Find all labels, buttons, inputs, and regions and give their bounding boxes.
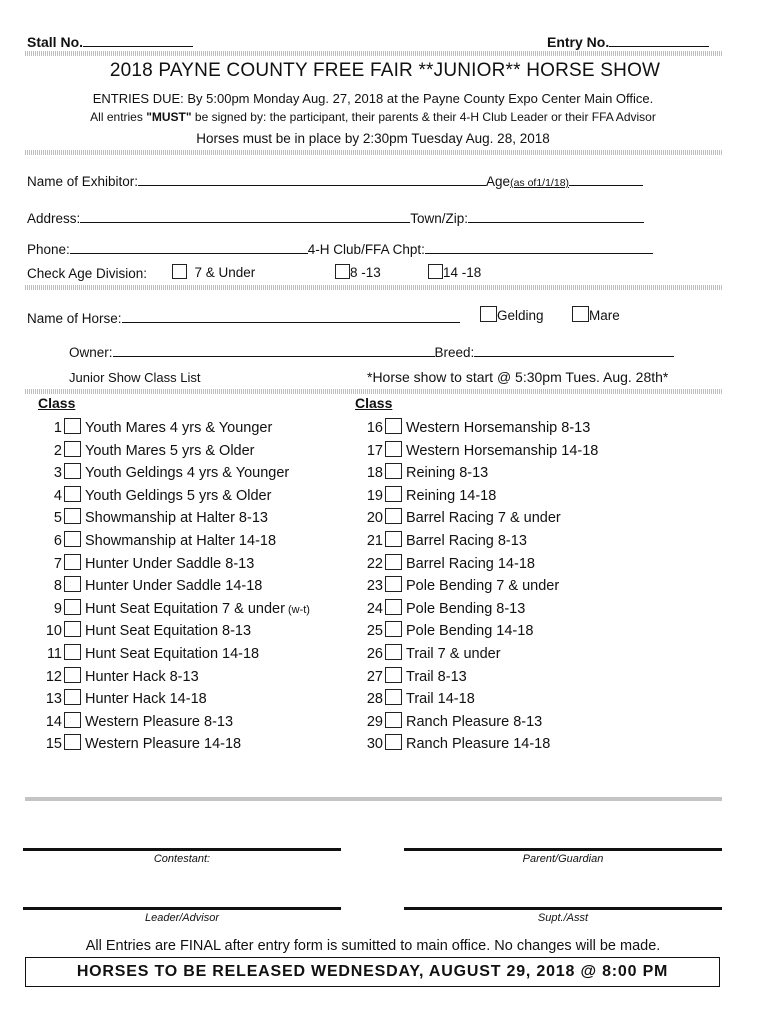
class-name: Showmanship at Halter 8-13 bbox=[85, 510, 268, 527]
mare-option[interactable] bbox=[572, 306, 620, 323]
class-number: 1 bbox=[53, 420, 62, 436]
class-row[interactable] bbox=[345, 621, 533, 641]
class-checkbox[interactable] bbox=[385, 644, 402, 660]
class-number: 17 bbox=[366, 442, 383, 459]
class-name: Trail 8-13 bbox=[406, 668, 467, 685]
class-number: 15 bbox=[45, 736, 62, 753]
class-name: Hunter Hack 14-18 bbox=[85, 691, 207, 708]
exhibitor-label: Name of Exhibitor: bbox=[27, 174, 139, 189]
class-checkbox[interactable] bbox=[64, 463, 81, 479]
address-label: Address: bbox=[27, 211, 81, 226]
class-name: Western Pleasure 8-13 bbox=[85, 713, 234, 730]
entries-due-time: By 5:00pm bbox=[183, 91, 254, 106]
divider bbox=[25, 150, 722, 155]
form-title: 2018 PAYNE COUNTY FREE FAIR **JUNIOR** HORSE SHOW bbox=[109, 60, 661, 81]
class-checkbox[interactable] bbox=[385, 621, 402, 637]
class-row[interactable] bbox=[345, 418, 590, 438]
class-name: Trail 7 & under bbox=[406, 646, 501, 662]
class-row[interactable] bbox=[345, 486, 496, 506]
class-number: 11 bbox=[46, 646, 62, 662]
class-row[interactable] bbox=[28, 621, 251, 641]
class-checkbox[interactable] bbox=[385, 599, 402, 615]
parent-signature-line[interactable] bbox=[404, 848, 722, 851]
class-name: Ranch Pleasure 8-13 bbox=[406, 713, 543, 730]
class-name: Ranch Pleasure 14-18 bbox=[406, 736, 551, 753]
class-number: 18 bbox=[366, 465, 383, 482]
class-name: Pole Bending 7 & under bbox=[406, 578, 560, 595]
class-row[interactable] bbox=[28, 531, 276, 551]
class-checkbox[interactable] bbox=[385, 712, 402, 728]
class-row[interactable] bbox=[28, 508, 268, 528]
town-zip-label: Town/Zip: bbox=[410, 211, 469, 226]
age-note: (as of1/1/18) bbox=[510, 177, 570, 189]
class-row[interactable] bbox=[28, 644, 259, 664]
class-number: 29 bbox=[366, 713, 383, 730]
class-row[interactable] bbox=[345, 554, 535, 574]
horse-name-field[interactable] bbox=[27, 308, 460, 326]
class-checkbox[interactable] bbox=[64, 418, 81, 434]
class-name: Youth Mares 5 yrs & Older bbox=[85, 442, 255, 459]
phone-line bbox=[70, 239, 308, 254]
class-name: Hunt Seat Equitation 7 & under bbox=[85, 600, 285, 617]
class-name: Hunt Seat Equitation 14-18 bbox=[85, 646, 260, 662]
class-name: Hunt Seat Equitation 8-13 bbox=[85, 623, 252, 640]
class-row[interactable] bbox=[28, 689, 207, 709]
class-checkbox[interactable] bbox=[64, 667, 81, 683]
class-row[interactable] bbox=[345, 441, 598, 461]
class-number: 30 bbox=[366, 736, 383, 753]
divider bbox=[25, 51, 722, 56]
class-row[interactable] bbox=[345, 599, 525, 619]
class-row[interactable] bbox=[345, 463, 488, 483]
class-number: 10 bbox=[45, 623, 62, 640]
class-checkbox[interactable] bbox=[64, 441, 81, 457]
class-row[interactable] bbox=[28, 463, 289, 483]
class-number: 19 bbox=[366, 487, 383, 504]
class-number: 14 bbox=[45, 713, 62, 730]
class-checkbox[interactable] bbox=[385, 418, 402, 434]
class-row[interactable] bbox=[28, 599, 310, 619]
town-zip-line bbox=[468, 208, 644, 223]
class-name: Pole Bending 8-13 bbox=[406, 600, 526, 617]
address-line bbox=[80, 208, 410, 223]
class-number: 26 bbox=[366, 646, 383, 662]
class-row[interactable] bbox=[345, 531, 527, 551]
class-number: 28 bbox=[366, 691, 383, 708]
entries-due-location: at the Payne County Expo Center Main Office. bbox=[383, 91, 654, 106]
release-notice: HORSES TO BE RELEASED WEDNESDAY, AUGUST 29, 2018 @ 8:00 PM bbox=[25, 957, 720, 987]
class-name: Trail 14-18 bbox=[406, 691, 475, 708]
class-row[interactable] bbox=[28, 734, 241, 754]
class-checkbox[interactable] bbox=[385, 441, 402, 457]
div-label: 8 -13 bbox=[350, 265, 381, 280]
owner-line bbox=[113, 342, 435, 357]
owner-field[interactable] bbox=[69, 342, 674, 360]
divider bbox=[25, 797, 722, 801]
class-row[interactable] bbox=[345, 667, 467, 687]
age-label: Age bbox=[486, 174, 511, 189]
class-checkbox[interactable] bbox=[64, 689, 81, 705]
class-row[interactable] bbox=[345, 689, 475, 709]
class-checkbox[interactable] bbox=[64, 599, 81, 615]
class-name: Hunter Hack 8-13 bbox=[85, 668, 199, 685]
class-checkbox[interactable] bbox=[385, 734, 402, 750]
class-checkbox[interactable] bbox=[385, 486, 402, 502]
contestant-signature-line[interactable] bbox=[23, 848, 341, 851]
club-label: 4-H Club/FFA Chpt: bbox=[307, 242, 425, 257]
class-row[interactable] bbox=[28, 667, 199, 687]
stall-number-label: Stall No. bbox=[27, 34, 84, 50]
class-header-left: Class bbox=[38, 395, 76, 411]
gelding-label: Gelding bbox=[497, 308, 544, 323]
class-header-right: Class bbox=[355, 395, 393, 411]
class-checkbox[interactable] bbox=[385, 463, 402, 479]
class-checkbox[interactable] bbox=[64, 644, 81, 660]
class-number: 8 bbox=[53, 578, 62, 595]
class-row[interactable] bbox=[28, 554, 254, 574]
mare-label: Mare bbox=[589, 308, 620, 323]
class-name: Barrel Racing 8-13 bbox=[406, 533, 527, 549]
signed-by-line bbox=[0, 110, 746, 124]
class-row[interactable] bbox=[345, 712, 542, 732]
checkbox[interactable] bbox=[172, 264, 187, 279]
gelding-option[interactable] bbox=[480, 306, 544, 323]
entry-number-label: Entry No. bbox=[547, 34, 610, 50]
class-number: 24 bbox=[366, 600, 383, 617]
horse-name-line bbox=[122, 308, 460, 323]
class-name: Western Horsemanship 14-18 bbox=[406, 442, 599, 459]
age-division-8-13[interactable] bbox=[335, 264, 381, 280]
class-checkbox[interactable] bbox=[64, 486, 81, 502]
class-checkbox[interactable] bbox=[385, 508, 402, 524]
age-division-14-18[interactable] bbox=[428, 264, 481, 280]
class-row[interactable] bbox=[28, 486, 271, 506]
class-checkbox[interactable] bbox=[385, 554, 402, 570]
class-checkbox[interactable] bbox=[64, 531, 81, 547]
div-label: 7 & Under bbox=[194, 265, 256, 280]
entries-due-date: Monday Aug. 27, 2018 bbox=[253, 91, 384, 106]
show-start-notice: *Horse show to start @ 5:30pm Tues. Aug. 28th* bbox=[367, 369, 669, 385]
class-row[interactable] bbox=[28, 712, 233, 732]
exhibitor-line bbox=[138, 171, 486, 186]
class-number: 22 bbox=[366, 555, 383, 572]
class-number: 3 bbox=[53, 465, 62, 482]
checkbox[interactable] bbox=[428, 264, 443, 279]
class-list-title: Junior Show Class List bbox=[69, 370, 201, 385]
signed-by-detail: be signed by: the participant, their parents & their 4-H Club Leader or their FFA Advisor bbox=[191, 110, 656, 124]
class-name: Reining 8-13 bbox=[406, 465, 489, 482]
must-emphasis: "MUST" bbox=[146, 110, 192, 124]
entries-due-line bbox=[0, 91, 746, 106]
class-checkbox[interactable] bbox=[64, 712, 81, 728]
checkbox[interactable] bbox=[480, 306, 497, 322]
class-name: Reining 14-18 bbox=[406, 487, 497, 504]
class-number: 20 bbox=[366, 510, 383, 527]
class-row[interactable] bbox=[28, 576, 262, 596]
divider bbox=[25, 389, 722, 394]
class-row[interactable] bbox=[345, 576, 559, 596]
class-number: 12 bbox=[45, 668, 62, 685]
class-number: 7 bbox=[53, 555, 62, 572]
class-number: 2 bbox=[53, 442, 62, 459]
class-checkbox[interactable] bbox=[64, 554, 81, 570]
class-name: Barrel Racing 7 & under bbox=[406, 510, 561, 527]
class-note: (w-t) bbox=[284, 603, 310, 616]
checkbox[interactable] bbox=[335, 264, 350, 279]
class-name: Western Pleasure 14-18 bbox=[85, 736, 242, 753]
class-row[interactable] bbox=[345, 508, 561, 528]
exhibitor-field[interactable] bbox=[27, 171, 643, 189]
stall-number-line bbox=[83, 32, 193, 47]
leader-signature-line[interactable] bbox=[23, 907, 341, 910]
class-number: 25 bbox=[366, 623, 383, 640]
owner-label: Owner: bbox=[69, 345, 113, 360]
entries-due-label: ENTRIES DUE: bbox=[92, 91, 184, 106]
supt-label: Supt./Asst bbox=[537, 912, 589, 924]
entry-number-field[interactable] bbox=[547, 32, 709, 50]
class-number: 21 bbox=[366, 533, 383, 549]
address-field[interactable] bbox=[27, 208, 644, 226]
club-line bbox=[425, 239, 653, 254]
horses-in-place-notice: Horses must be in place by 2:30pm Tuesday Aug. 28, 2018 bbox=[196, 131, 550, 146]
breed-label: Breed: bbox=[434, 345, 475, 360]
class-row[interactable] bbox=[345, 734, 550, 754]
class-number: 23 bbox=[366, 578, 383, 595]
age-line bbox=[569, 171, 643, 186]
class-name: Showmanship at Halter 14-18 bbox=[85, 533, 277, 549]
class-number: 13 bbox=[45, 691, 62, 708]
class-name: Hunter Under Saddle 8-13 bbox=[85, 555, 255, 572]
final-entries-notice: All Entries are FINAL after entry form is sumitted to main office. No changes will be made. bbox=[85, 938, 661, 954]
age-division-label: Check Age Division: bbox=[27, 266, 148, 281]
class-number: 9 bbox=[53, 600, 62, 617]
divider bbox=[25, 285, 722, 290]
div-label: 14 -18 bbox=[443, 265, 482, 280]
class-checkbox[interactable] bbox=[385, 667, 402, 683]
class-name: Barrel Racing 14-18 bbox=[406, 555, 535, 572]
class-number: 4 bbox=[53, 487, 62, 504]
horse-name-label: Name of Horse: bbox=[27, 311, 122, 326]
parent-label: Parent/Guardian bbox=[522, 853, 604, 865]
class-checkbox[interactable] bbox=[385, 689, 402, 705]
class-row[interactable] bbox=[345, 644, 501, 664]
class-checkbox[interactable] bbox=[64, 621, 81, 637]
class-name: Youth Geldings 5 yrs & Older bbox=[85, 487, 272, 504]
breed-line bbox=[474, 342, 674, 357]
class-checkbox[interactable] bbox=[64, 508, 81, 524]
class-row[interactable] bbox=[28, 441, 255, 461]
class-checkbox[interactable] bbox=[64, 576, 81, 592]
class-number: 5 bbox=[53, 510, 62, 527]
signed-by-intro: All entries bbox=[90, 110, 147, 124]
class-name: Youth Geldings 4 yrs & Younger bbox=[85, 465, 290, 482]
class-checkbox[interactable] bbox=[64, 734, 81, 750]
class-number: 16 bbox=[366, 420, 383, 436]
class-name: Youth Mares 4 yrs & Younger bbox=[85, 420, 273, 436]
stall-number-field[interactable] bbox=[27, 32, 193, 50]
checkbox[interactable] bbox=[572, 306, 589, 322]
contestant-label: Contestant: bbox=[153, 853, 211, 865]
leader-label: Leader/Advisor bbox=[145, 912, 219, 924]
class-name: Western Horsemanship 8-13 bbox=[406, 420, 591, 436]
class-checkbox[interactable] bbox=[385, 531, 402, 547]
entry-number-line bbox=[609, 32, 709, 47]
class-name: Pole Bending 14-18 bbox=[406, 623, 534, 640]
class-number: 6 bbox=[53, 533, 62, 549]
supt-signature-line[interactable] bbox=[404, 907, 722, 910]
class-number: 27 bbox=[366, 668, 383, 685]
phone-label: Phone: bbox=[27, 242, 70, 257]
class-name: Hunter Under Saddle 14-18 bbox=[85, 578, 263, 595]
class-row[interactable] bbox=[28, 418, 272, 438]
class-checkbox[interactable] bbox=[385, 576, 402, 592]
age-division-7-under[interactable] bbox=[172, 264, 255, 280]
phone-field[interactable] bbox=[27, 239, 653, 257]
